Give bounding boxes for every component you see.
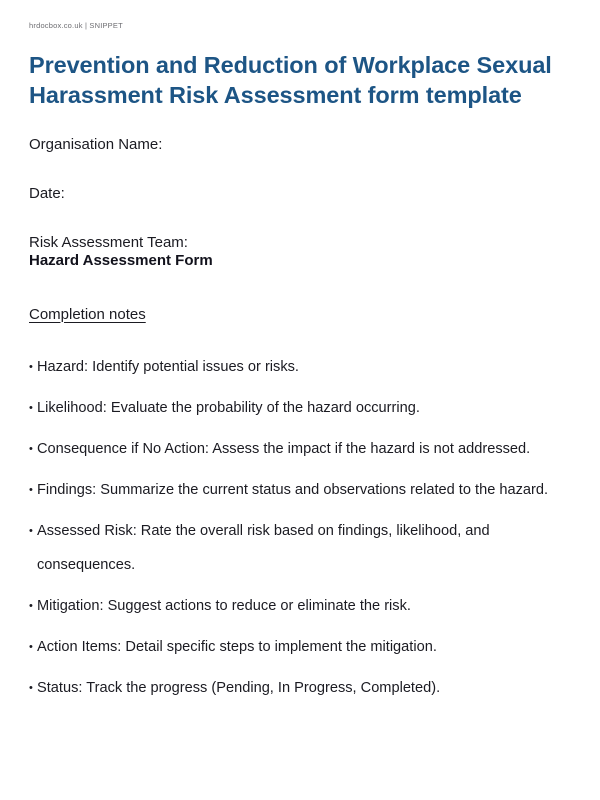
document-source-header: hrdocbox.co.uk | SNIPPET	[29, 21, 123, 30]
list-item: • Findings: Summarize the current status and observations related to the hazard.	[29, 473, 557, 507]
field-organisation-name: Organisation Name:	[29, 135, 163, 153]
completion-notes-list	[29, 324, 571, 705]
list-item: • Status: Track the progress (Pending, In Progress, Completed).	[29, 671, 557, 705]
completion-notes-heading: Completion notes	[29, 305, 146, 323]
list-item: • Hazard: Identify potential issues or risks.	[29, 350, 557, 384]
list-item: • Action Items: Detail specific steps to implement the mitigation.	[29, 630, 557, 664]
list-item: • Likelihood: Evaluate the probability of the hazard occurring.	[29, 391, 557, 425]
list-item: • Mitigation: Suggest actions to reduce or eliminate the risk.	[29, 589, 557, 623]
list-item: • Consequence if No Action: Assess the impact if the hazard is not addressed.	[29, 432, 557, 466]
completion-notes-heading-wrap	[29, 306, 571, 324]
page-title: Prevention and Reduction of Workplace Sexual Harassment Risk Assessment form template	[29, 51, 552, 108]
form-fields	[29, 110, 571, 250]
hazard-assessment-form-subheading: Hazard Assessment Form	[29, 251, 213, 269]
field-date: Date:	[29, 184, 65, 202]
list-item: • Assessed Risk: Rate the overall risk based on findings, likelihood, and consequences.	[29, 514, 557, 582]
field-risk-assessment-team: Risk Assessment Team:	[29, 233, 188, 251]
